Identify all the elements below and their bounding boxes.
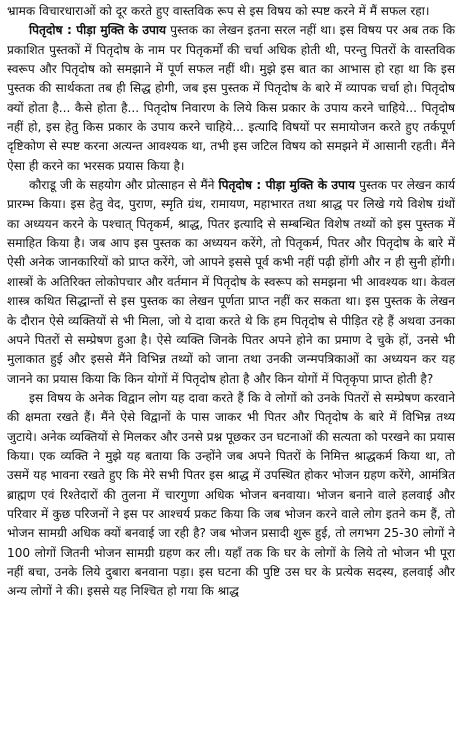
paragraph-book-writing bbox=[7, 21, 455, 176]
paragraph-text: भ्रामक विचारधाराओं को दूर करते हुए वास्तविक रूप से इस विषय को स्पष्ट करने में मैं सफल रहा। bbox=[7, 4, 430, 18]
paragraph-text: इस विषय के अनेक विद्वान लोग यह दावा करते हैं कि वे लोगों को उनके पितरों से सम्प्रेषण करवाने की क्षमता रखते हैं। मैंने ऐसे विद्वानों के पास जाकर भी पितर और पितृदोष के बारे में विभिन्न तथ्य जुटाये। अनेक व्यक्तियों से मिलकर और उनसे प्रश्न पूछकर उन घटनाओं की सत्यता को परखने का प्रयास किया। एक व्यक्ति ने मुझे यह बताया कि उन्होंने जब अपने पितरों के निमित्त श्राद्धकर्म किया था, तो उसमें यह भावना रखते हुए कि मेरे सभी पितर इस श्राद्ध में उपस्थित होकर भोजन ग्रहण करेंगे, आमंत्रित ब्राह्मण एवं रिश्तेदारों की तुलना में चारगुणा अधिक भोजन बनवाया। भोजन बनाने वाले हलवाई और परिवार में कुछ परिजनों ने इस पर आश्चर्य प्रकट किया कि जब भोजन करने वाले लोग इतने कम हैं, तो भोजन सामग्री अधिक क्यों बनवाई जा रही है? जब भोजन प्रसादी शुरू हुई, तो लगभग 25-30 लोगों ने 100 लोगों जितनी भोजन सामग्री ग्रहण कर ली। यहाँ तक कि घर के लोगों के लिये तो भोजन भी पूरा नहीं बचा, उनके लिये दुबारा बनवाना पड़ा। इस घटना की पुष्टि उस घर के प्रत्येक सदस्य, हलवाई और अन्य लोगों ने की। इससे यह निश्चित हो गया कि श्राद्ध bbox=[7, 390, 455, 599]
paragraph-intro-ending bbox=[7, 2, 455, 21]
book-title: पितृदोष : पीड़ा मुक्ति के उपाय bbox=[29, 23, 167, 38]
paragraph-text: कौराडू जी के सहयोग और प्रोत्साहन से मैंने bbox=[29, 178, 219, 193]
book-title: पितृदोष : पीड़ा मुक्ति के उपाय bbox=[218, 178, 356, 193]
paragraph-text: पुस्तक पर लेखन कार्य प्रारम्भ किया। इस हेतु वेद, पुराण, स्मृति ग्रंथ, रामायण, महाभारत तथा श्राद्ध पर लिखे गये विशेष ग्रंथों का अध्ययन करने के पश्चात् पितृकर्म, श्राद्ध, पितर इत्यादि से सम्बन्धित विशेष तथ्यों को इस पुस्तक में समाहित किया है। जब आप इस पुस्तक का अध्ययन करेंगे, तो पितृकर्म, पितर और पितृदोष के बारे में ऐसी अनेक जानकारियों को प्राप्त करेंगे, जो आपने इससे पूर्व कभी नहीं पढ़ी होंगी और न ही सुनी होंगी। शास्त्रों के अतिरिक्त लोकोपचार और वर्तमान में पितृदोष के स्वरूप को समझना भी आवश्यक था। केवल शास्त्र कथित सिद्धान्तों से इस पुस्तक का लेखन पूर्णता प्राप्त नहीं कर सकता था। इस पुस्तक के लेखन के दौरान ऐसे व्यक्तियों से भी मिला, जो ये दावा करते थे कि हम पितृदोष से पीड़ित रहे हैं अथवा उनका अपने पितरों से सम्प्रेषण हुआ है। ऐसे व्यक्ति जिनके पितर अपने होने का प्रमाण दे चुके हों, उनसे भी मुलाकात हुई और इससे मैंने विभिन्न तथ्यों को जाना तथा उनकी जन्मपत्रिकाओं का अध्ययन कर यह जानने का प्रयास किया कि किन योगों में पितृदोष होता है और किन योगों में पितृकृपा प्राप्त होती है? bbox=[7, 178, 455, 386]
paragraph-text: पुस्तक का लेखन इतना सरल नहीं था। इस विषय पर अब तक कि प्रकाशित पुस्तकों में पितृदोष के नाम पर पितृकर्मों की चर्चा अधिक होती थी, परन्तु पितरों के वास्तविक स्वरूप और पितृदोष को समझाने में पूर्ण सफल नहीं थी। मुझे इस बात का आभास हो रहा था कि इस पुस्तक की सार्थकता तब ही सिद्ध होगी, जब इस पुस्तक में पितृदोष के बारे में व्यापक चर्चा हो। पितृदोष क्यों होता है... कैसे होता है... पितृदोष निवारण के लिये किस प्रकार के उपाय करने चाहिये... पितृदोष नहीं हो, इस हेतु किस प्रकार के उपाय करने चाहिये... इत्यादि विषयों पर समायोजन करते हुए तर्कपूर्ण दृष्टिकोण से स्पष्ट करना अत्यन्त आवश्यक था, तभी इस जटिल विषय को समझने में आसानी रहती। मैंने ऐसा ही करने का भरसक प्रयास किया है। bbox=[7, 23, 455, 173]
paragraph-research bbox=[7, 176, 455, 389]
paragraph-scholars bbox=[7, 389, 455, 602]
